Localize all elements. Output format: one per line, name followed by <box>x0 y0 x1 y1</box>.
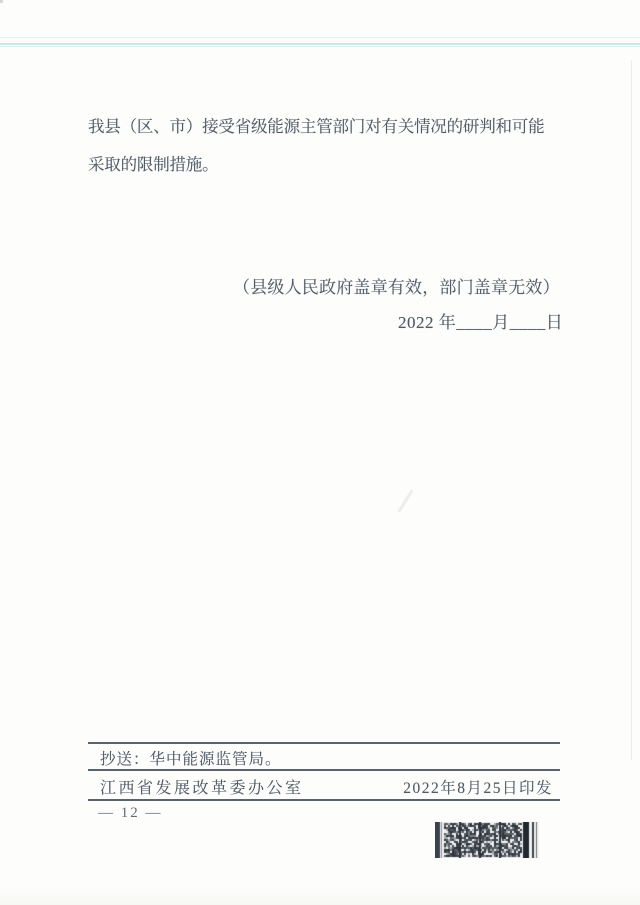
print-date: 2022年8月25日印发 <box>403 780 553 797</box>
footer-rule-top <box>88 742 560 744</box>
scan-speck <box>0 0 3 3</box>
scan-bottom-haze <box>0 888 640 905</box>
scan-smudge <box>397 489 413 513</box>
body-paragraph <box>88 108 574 183</box>
copy-to-line: 抄送：华中能源监管局。 <box>100 751 282 768</box>
signature-date-line: 2022 年____月____日 <box>398 313 564 332</box>
scan-artifact-line <box>0 37 640 38</box>
footer-rule-bottom <box>88 799 560 801</box>
document-barcode <box>435 822 539 858</box>
seal-validity-note: （县级人民政府盖章有效，部门盖章无效） <box>233 278 560 297</box>
body-paragraph-line: 采取的限制措施。 <box>88 154 219 174</box>
scan-artifact-line <box>0 43 640 45</box>
body-paragraph-line: 我县（区、市）接受省级能源主管部门对有关情况的研判和可能 <box>88 117 545 136</box>
footer-rule-middle <box>88 769 560 771</box>
page-edge-shadow <box>631 60 632 760</box>
page-number: — 12 — <box>98 805 163 821</box>
scan-artifact-line <box>0 46 640 47</box>
issuing-office: 江西省发展改革委办公室 <box>100 780 304 797</box>
